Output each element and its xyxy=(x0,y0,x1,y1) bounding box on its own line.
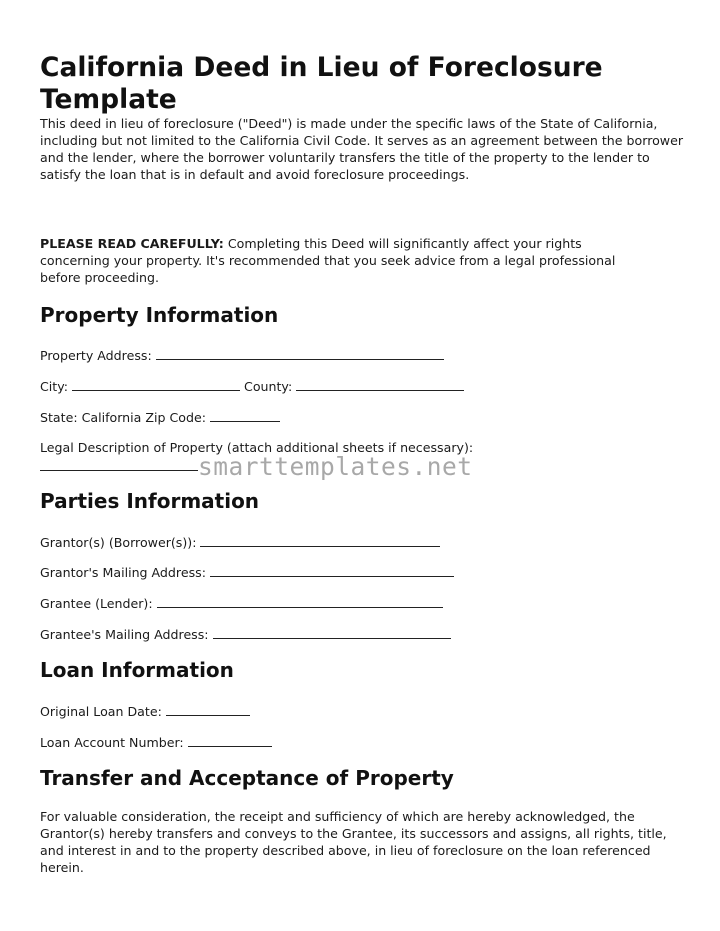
loan-account-label: Loan Account Number: xyxy=(40,735,184,750)
city-input[interactable] xyxy=(72,378,240,391)
loan-date-input[interactable] xyxy=(166,703,250,716)
transfer-paragraph: For valuable consideration, the receipt and sufficiency of which are hereby acknowledged, the Grantor(s) hereby transfers and conveys to the Grantee, its successors and assigns, all rights, title, and interest in and to the property described above, in lieu of foreclosure on the loan referenced herein. xyxy=(40,809,667,875)
loan-account-field xyxy=(40,734,272,751)
grantor-address-input[interactable] xyxy=(210,564,454,577)
legal-description-label: Legal Description of Property (attach additional sheets if necessary): xyxy=(40,440,474,455)
zip-code-input[interactable] xyxy=(210,409,280,422)
property-address-field xyxy=(40,347,444,364)
loan-info-heading: Loan Information xyxy=(40,658,234,682)
legal-description-input[interactable] xyxy=(40,470,198,471)
loan-account-input[interactable] xyxy=(188,734,272,747)
grantee-label: Grantee (Lender): xyxy=(40,596,153,611)
county-label: County: xyxy=(244,379,293,394)
transfer-heading: Transfer and Acceptance of Property xyxy=(40,766,454,790)
grantor-address-field xyxy=(40,564,454,581)
parties-info-heading: Parties Information xyxy=(40,489,260,513)
intro-paragraph: This deed in lieu of foreclosure ("Deed") is made under the specific laws of the State of California, including but not limited to the California Civil Code. It serves as an agreement between the borrower and the lender, where the borrower voluntarily transfers the title of the property to the lender to satisfy the loan that is in default and avoid foreclosure proceedings. xyxy=(40,116,684,182)
loan-date-label: Original Loan Date: xyxy=(40,704,162,719)
county-input[interactable] xyxy=(296,378,464,391)
grantee-field xyxy=(40,595,443,612)
city-label: City: xyxy=(40,379,69,394)
property-info-heading: Property Information xyxy=(40,303,279,327)
grantee-input[interactable] xyxy=(157,595,443,608)
state-zip-field xyxy=(40,409,280,426)
grantor-label: Grantor(s) (Borrower(s)): xyxy=(40,535,197,550)
warning-text: Completing this Deed will significantly affect your rights concerning your property. It's recommended that you seek advice from a legal professional before proceeding. xyxy=(40,236,616,285)
grantor-field xyxy=(40,534,440,551)
loan-date-field xyxy=(40,703,250,720)
property-address-label: Property Address: xyxy=(40,348,152,363)
warning-label: PLEASE READ CAREFULLY: xyxy=(40,236,224,251)
page-title: California Deed in Lieu of Foreclosure Template xyxy=(40,52,603,115)
grantee-address-field xyxy=(40,626,451,643)
state-zip-label: State: California Zip Code: xyxy=(40,410,206,425)
grantor-input[interactable] xyxy=(200,534,440,547)
property-address-input[interactable] xyxy=(156,347,444,360)
watermark: smarttemplates.net xyxy=(198,452,473,481)
warning-paragraph xyxy=(40,235,655,286)
grantee-address-input[interactable] xyxy=(213,626,451,639)
grantor-address-label: Grantor's Mailing Address: xyxy=(40,565,206,580)
city-county-field xyxy=(40,378,464,395)
grantee-address-label: Grantee's Mailing Address: xyxy=(40,627,209,642)
